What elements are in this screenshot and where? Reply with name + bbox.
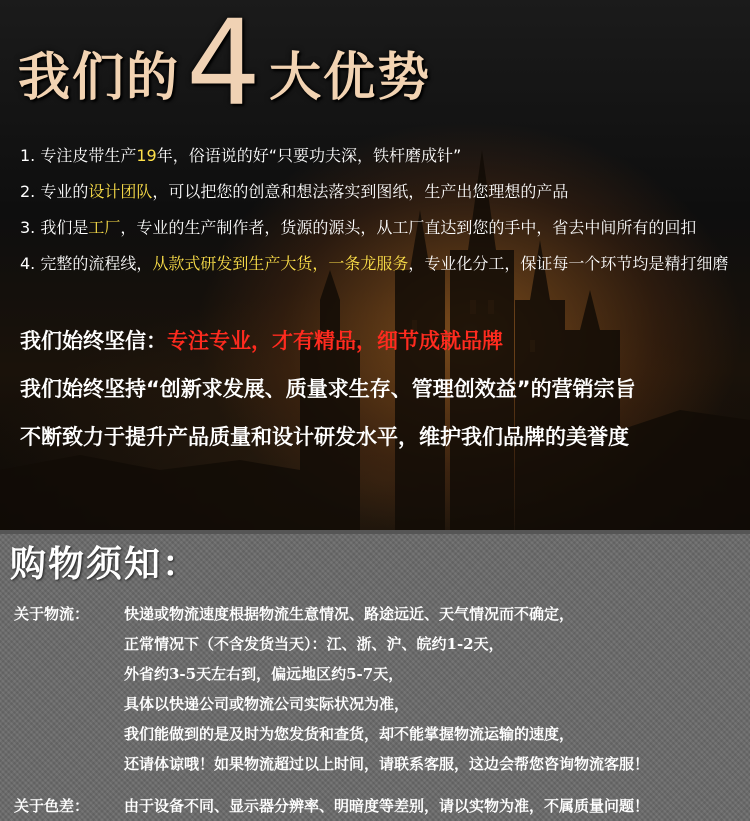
advantage-highlight: 19 — [136, 146, 157, 165]
logistics-line-5: 我们能做到的是及时为您发货和查货，却不能掌握物流运输的速度， — [124, 725, 575, 743]
belief-line-2: 我们始终坚持“创新求发展、质量求生存、管理创效益”的营销宗旨 — [20, 377, 636, 401]
belief-highlight: 专注专业，才有精品，细节成就品牌 — [167, 329, 503, 353]
color-diff-label: 关于色差： — [14, 797, 90, 815]
advantage-text: 年，俗语说的好“只要功夫深，铁杆磨成针” — [156, 146, 462, 165]
logistics-line-6: 还请体谅哦！如果物流超过以上时间，请联系客服，这边会帮您咨询物流客服！ — [124, 755, 650, 773]
advantages-list — [20, 142, 728, 286]
color-diff-text: 由于设备不同、显示器分辨率、明暗度等差别，请以实物为准，不属质量问题！ — [124, 797, 650, 815]
advantage-item-2 — [20, 178, 728, 214]
advantage-highlight: 从款式研发到生产大货，一条龙服务 — [152, 254, 409, 273]
advantage-text: 3. 我们是 — [20, 218, 89, 237]
advantage-text: ，专业化分工，保证每一个环节均是精打细磨 — [408, 254, 729, 273]
shopping-title: 购物须知： — [10, 543, 201, 585]
advantage-text: ，专业的生产制作者，货源的源头，从工厂直达到您的手中，省去中间所有的回扣 — [120, 218, 697, 237]
headline-number: 4 — [186, 0, 264, 132]
advantage-item-4 — [20, 250, 728, 286]
logistics-line-2: 正常情况下（不含发货当天）：江、浙、沪、皖约1-2天， — [124, 635, 504, 653]
headline-part1: 我们的 — [18, 48, 181, 108]
advantage-text: 4. 完整的流程线， — [20, 254, 153, 273]
advantages-headline — [18, 0, 432, 132]
belief-line-3: 不断致力于提升产品质量和设计研发水平，维护我们品牌的美誉度 — [20, 425, 629, 449]
belief-prefix: 我们始终坚信： — [20, 329, 167, 353]
advantage-highlight: 工厂 — [88, 218, 121, 237]
headline-part2: 大优势 — [269, 48, 432, 108]
logistics-label: 关于物流： — [14, 605, 90, 623]
advantage-item-3 — [20, 214, 728, 250]
advantage-text: 2. 专业的 — [20, 182, 89, 201]
logistics-line-4: 具体以快递公司或物流公司实际状况为准， — [124, 695, 410, 713]
advantage-text: 1. 专注皮带生产 — [20, 146, 137, 165]
logistics-line-3: 外省约3-5天左右到，偏远地区约5-7天， — [124, 665, 404, 683]
advantage-item-1 — [20, 142, 728, 178]
advantage-highlight: 设计团队 — [88, 182, 153, 201]
logistics-line-1: 快递或物流速度根据物流生意情况、路途远近、天气情况而不确定， — [124, 605, 575, 623]
beliefs-block — [20, 323, 636, 467]
shopping-notice — [0, 534, 750, 821]
advantage-text: ，可以把您的创意和想法落实到图纸，生产出您理想的产品 — [152, 182, 569, 201]
belief-line-1 — [20, 323, 636, 371]
